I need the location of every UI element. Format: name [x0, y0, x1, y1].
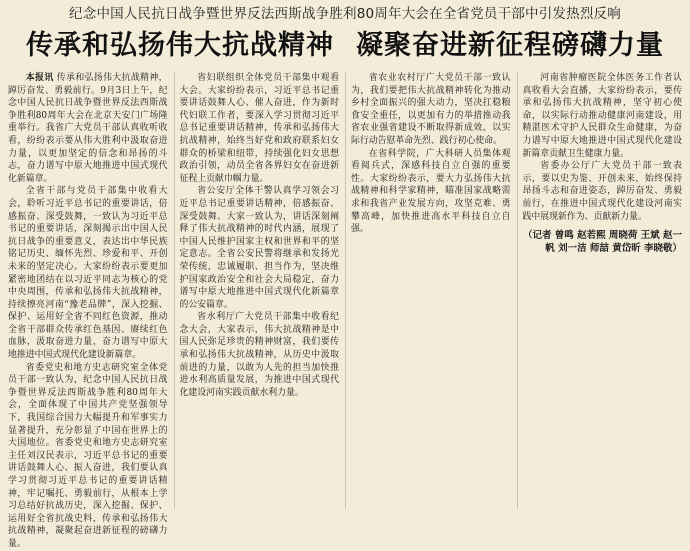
- article-column-1: [8, 72, 168, 549]
- article-paragraph: 省水利厅广大党员干部集中收看纪念大会，大家表示，伟大抗战精神是中国人民弥足珍贵的精神财富，我们要传承和弘扬伟大抗战精神，从历史中汲取前进的力量，以敢为人先的担当加快推进水利高质量发展，为推进中国式现代化建设河南实践贡献水利力量。: [179, 312, 339, 398]
- article-column-3: [345, 72, 511, 509]
- article-paragraph: 省妇联组织全体党员干部集中观看大会。大家纷纷表示，习近平总书记重要讲话鼓舞人心、催人奋进，作为新时代妇联工作者，要深入学习贯彻习近平总书记重要讲话精神，传承和弘扬伟大抗战精神，始终当好党和政府联系妇女群众的桥梁和纽带，持续强化妇女思想政治引领，动员全省各界妇女在奋进新征程上贡献巾帼力量。: [179, 73, 339, 184]
- article-body: [8, 72, 682, 549]
- article-paragraph: 在省科学院，广大科研人员集体观看阅兵式，深感科技自立自强的重要性。大家纷纷表示，要大力弘扬伟大抗战精神和科学家精神，瞄准国家战略需求和我省产业发展方向，攻坚克难、勇攀高峰，加快推进高水平科技自立自强。: [351, 148, 511, 235]
- article-paragraph: 河南省肿瘤医院全体医务工作者认真收看大会直播，大家纷纷表示，要传承和弘扬伟大抗战精神，坚守初心使命，以实际行动推动健康河南建设，用精湛医术守护人民群众生命健康，为奋力谱写中原大地推进中国式现代化建设新篇章贡献卫生健康力量。: [522, 73, 682, 159]
- article-column-2: [174, 72, 340, 509]
- dateline-label: 本报讯: [25, 73, 54, 83]
- article-paragraph: 省公安厅全体干警认真学习领会习近平总书记重要讲话精神，倍感振奋、深受鼓舞。大家一致认为，讲话深刻阐释了伟大抗战精神的时代内涵，展现了中国人民维护国家主权和世界和平的坚定意志。全省公安民警将继承和发扬光荣传统，忠诚履职、担当作为，坚决维护国家政治安全和社会大局稳定，奋力谱写中原大地推进中国式现代化新篇章的公安篇章。: [179, 186, 339, 310]
- article-column-4: [517, 72, 683, 509]
- article-paragraph: 全省干部与党员干部集中收看大会，聆听习近平总书记的重要讲话，倍感振奋、深受鼓舞，一致认为习近平总书记的重要讲话，深刻揭示出中国人民抗日战争的重要意义，表达出中华民族铭记历史、缅怀先烈、珍爱和平、开创未来的坚定决心。大家纷纷表示要更加紧密地团结在以习近平同志为核心的党中央周围，传承和弘扬伟大抗战精神，持续擦亮河南“豫老品牌”，深入挖掘、保护、运用好全省不同红色资源，推动全省干部群众传承红色基因、赓续红色血脉，汲取奋进力量，奋力谱写中原大地推进中国式现代化建设新篇章。: [8, 186, 168, 361]
- article-paragraph: 省委办公厅广大党员干部一致表示，要以史为鉴、开创未来，始终保持昂扬斗志和奋进姿态，踔厉奋发、勇毅前行，在推进中国式现代化建设河南实践中展现新作为、贡献新力量。: [522, 161, 682, 222]
- article-paragraph: 省委党史和地方史志研究室全体党员干部一致认为，纪念中国人民抗日战争暨世界反法西斯战争胜利80周年大会，全面体现了中国共产党坚强领导下，我国综合国力大幅提升和军事实力显著提升，充分彰显了中国在世界上的大国地位。省委党史和地方史志研究室主任刘汉民表示，习近平总书记的重要讲话鼓舞人心、振人奋进，我们要认真学习贯彻习近平总书记的重要讲话精神，牢记嘱托、勇毅前行，从根本上学习总结好抗战历史，深入挖掘、保护、运用好全省抗战史料，传承和弘扬伟大抗战精神，凝聚起奋进新征程的磅礴力量。: [8, 362, 168, 549]
- article-paragraph: 省农业农村厅广大党员干部一致认为，我们要把伟大抗战精神转化为推动乡村全面振兴的强大动力，坚决扛稳粮食安全重任，以更加有力的举措推动我省农业强省建设不断取得新成效，以实际行动告慰革命先烈、践行初心使命。: [351, 73, 511, 146]
- main-headline: [8, 24, 682, 68]
- headline-part-2: 凝聚奋进新征程磅礴力量: [356, 30, 664, 61]
- lead-text: 传承和弘扬伟大抗战精神，踔厉奋发、勇毅前行。9月3日上午，纪念中国人民抗日战争暨世界反法西斯战争胜利80周年大会在北京天安门广场隆重举行。我省广大党员干部认真收听收看，纷纷表示要从伟大胜利中汲取奋进力量，以更加坚定的信念和昂扬的斗志，奋力谱写中原大地推进中国式现代化新篇章。: [8, 73, 168, 184]
- reporter-byline: （记者 曾鸣 赵若熙 周晓荷 王斌 赵一帆 刘一洁 师喆 黄岱昕 李晓敬）: [522, 230, 682, 255]
- kicker-headline: 纪念中国人民抗日战争暨世界反法西斯战争胜利80周年大会在全省党员干部中引发热烈反响: [69, 6, 621, 22]
- headline-part-1: 传承和弘扬伟大抗战精神: [26, 30, 334, 61]
- lead-paragraph: [8, 72, 168, 185]
